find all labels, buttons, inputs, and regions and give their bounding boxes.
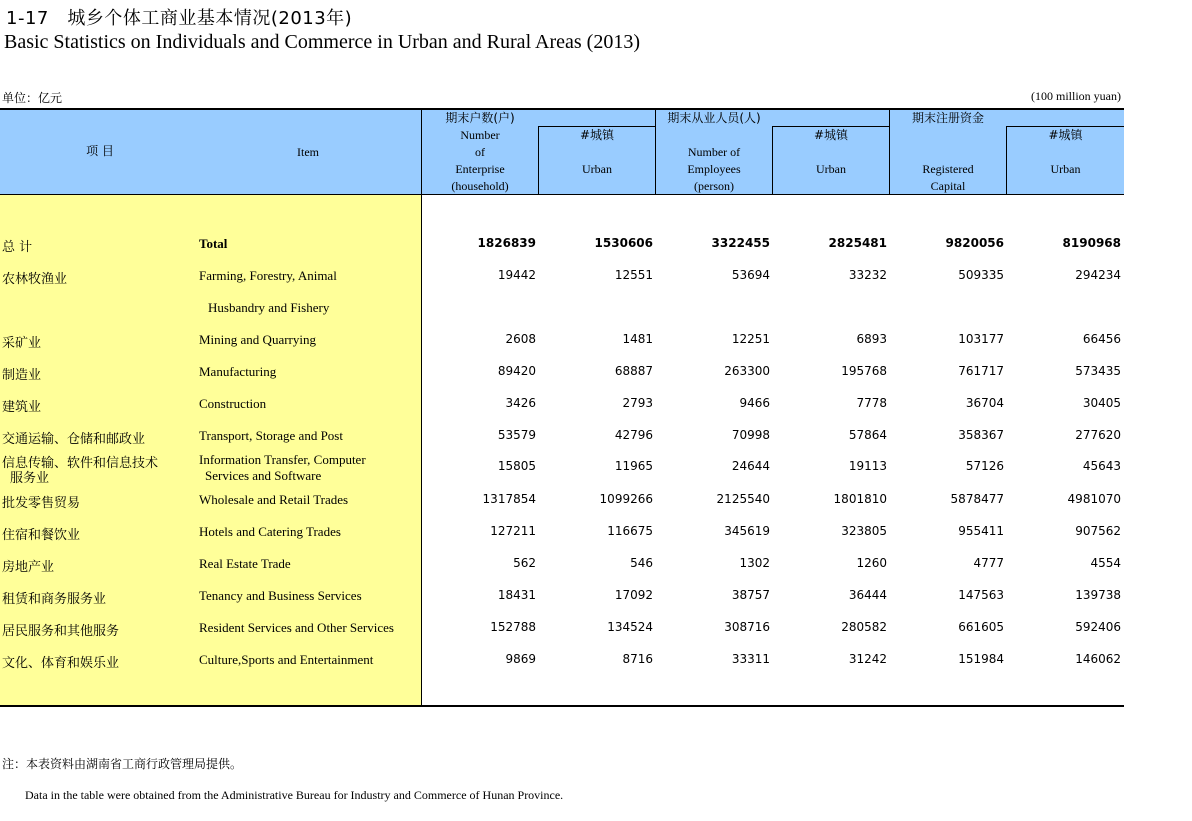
row-label-en: Farming, Forestry, Animal [199, 268, 337, 283]
cell-value: 12551 [614, 268, 653, 282]
header-item-en: Item [297, 145, 319, 159]
row-label-en: Total [199, 236, 228, 251]
row-label-en: Real Estate Trade [199, 556, 291, 571]
cell-value: 323805 [841, 524, 887, 538]
cell-value: 19113 [848, 459, 887, 473]
cell-value: 53579 [497, 428, 536, 442]
row-label-en: Wholesale and Retail Trades [199, 492, 349, 507]
cell-value: 263300 [724, 364, 770, 378]
row-label-cn: 信息传输、软件和信息技术 [2, 456, 159, 471]
cell-value: 562 [513, 556, 536, 570]
header-item-cn: 项 目 [86, 144, 114, 158]
cell-value: 30405 [1082, 396, 1121, 410]
cell-value: 1801810 [833, 492, 887, 506]
row-label-en: Construction [199, 396, 267, 411]
cell-value: 68887 [614, 364, 653, 378]
header-col1-en: Number of Enterprise (household) [451, 128, 509, 193]
cell-value: 116675 [607, 524, 653, 538]
cell-value: 36704 [965, 396, 1004, 410]
cell-value: 38757 [731, 588, 770, 602]
item-divider [421, 110, 422, 706]
cell-value: 24644 [731, 459, 770, 473]
unit-label-en: (100 million yuan) [1031, 89, 1121, 103]
cell-value: 1317854 [482, 492, 536, 506]
row-label-cn: 建筑业 [2, 400, 42, 415]
row-label-en-cont: Services and Software [205, 468, 322, 483]
cell-value: 294234 [1075, 268, 1121, 282]
cell-value: 6893 [856, 332, 887, 346]
header-col6-en: Urban [1050, 162, 1081, 176]
cell-value: 661605 [958, 620, 1004, 634]
header-col4-en: Urban [816, 162, 846, 176]
cell-value: 761717 [958, 364, 1004, 378]
row-label-cn: 住宿和餐饮业 [2, 528, 81, 543]
row-label-en: Resident Services and Other Services [199, 620, 394, 635]
header-group2-cn: 期末从业人员(人) [667, 111, 761, 125]
cell-value: 308716 [724, 620, 770, 634]
note-en: Data in the table were obtained from the Administrative Bureau for Industry and Commerce of Hunan Province. [25, 788, 564, 802]
cell-value: 8716 [622, 652, 653, 666]
cell-value: 358367 [958, 428, 1004, 442]
row-label-cn: 制造业 [2, 368, 42, 383]
header-col2-en: Urban [582, 162, 612, 176]
cell-value: 573435 [1075, 364, 1121, 378]
cell-value: 12251 [731, 332, 770, 346]
cell-value: 5878477 [950, 492, 1004, 506]
row-label-cn: 居民服务和其他服务 [2, 624, 120, 639]
cell-value: 277620 [1075, 428, 1121, 442]
cell-value: 1260 [856, 556, 887, 570]
cell-value: 31242 [848, 652, 887, 666]
cell-value: 955411 [958, 524, 1004, 538]
cell-value: 45643 [1082, 459, 1121, 473]
cell-value: 134524 [607, 620, 653, 634]
row-label-cn: 交通运输、仓储和邮政业 [2, 432, 146, 447]
cell-value: 4777 [973, 556, 1004, 570]
row-label-en: Mining and Quarrying [199, 332, 316, 347]
unit-label-cn: 单位：亿元 [2, 91, 63, 105]
note-cn: 注：本表资料由湖南省工商行政管理局提供。 [2, 757, 243, 771]
cell-value: 4981070 [1067, 492, 1121, 506]
cell-value: 1302 [739, 556, 770, 570]
row-label-cn: 总 计 [2, 240, 33, 255]
cell-value: 2125540 [716, 492, 770, 506]
cell-value: 195768 [841, 364, 887, 378]
cell-value: 57126 [965, 459, 1004, 473]
row-label-cn: 文化、体育和娱乐业 [2, 656, 120, 671]
cell-value: 18431 [497, 588, 536, 602]
cell-value: 3322455 [711, 236, 770, 250]
cell-value: 9466 [739, 396, 770, 410]
cell-value: 2825481 [828, 236, 887, 250]
cell-value: 57864 [848, 428, 887, 442]
row-label-en: Husbandry and Fishery [208, 300, 330, 315]
row-label-cn: 租赁和商务服务业 [2, 592, 107, 607]
cell-value: 2608 [505, 332, 536, 346]
row-label-en: Transport, Storage and Post [199, 428, 343, 443]
bottom-rule [0, 705, 1124, 707]
header-col4-cn: #城镇 [813, 128, 849, 142]
row-label-cn: 房地产业 [2, 560, 55, 575]
cell-value: 151984 [958, 652, 1004, 666]
header-col2-cn: #城镇 [579, 128, 615, 142]
cell-value: 19442 [497, 268, 536, 282]
cell-value: 127211 [490, 524, 536, 538]
cell-value: 3426 [505, 396, 536, 410]
cell-value: 280582 [841, 620, 887, 634]
cell-value: 103177 [958, 332, 1004, 346]
table-title-en: Basic Statistics on Individuals and Commerce in Urban and Rural Areas (2013) [4, 31, 640, 53]
cell-value: 1530606 [594, 236, 653, 250]
header-col5-en: Registered Capital [922, 162, 974, 193]
cell-value: 2793 [622, 396, 653, 410]
cell-value: 146062 [1075, 652, 1121, 666]
cell-value: 592406 [1075, 620, 1121, 634]
cell-value: 11965 [614, 459, 653, 473]
table-title-cn: 1-17 城乡个体工商业基本情况(2013年) [6, 8, 353, 29]
row-label-cn-cont: 服务业 [10, 471, 50, 486]
cell-value: 4554 [1090, 556, 1121, 570]
row-label-cn: 批发零售贸易 [2, 496, 81, 511]
cell-value: 8190968 [1062, 236, 1121, 250]
cell-value: 36444 [848, 588, 887, 602]
cell-value: 33232 [848, 268, 887, 282]
header-col6-cn: #城镇 [1048, 128, 1083, 142]
header-col3-en: Number of Employees (person) [687, 145, 741, 193]
cell-value: 33311 [731, 652, 770, 666]
cell-value: 53694 [731, 268, 770, 282]
row-label-en: Manufacturing [199, 364, 277, 379]
cell-value: 907562 [1075, 524, 1121, 538]
cell-value: 9869 [505, 652, 536, 666]
cell-value: 70998 [731, 428, 770, 442]
cell-value: 17092 [614, 588, 653, 602]
cell-value: 89420 [497, 364, 536, 378]
row-label-en: Hotels and Catering Trades [199, 524, 341, 539]
cell-value: 66456 [1082, 332, 1121, 346]
row-label-en: Culture,Sports and Entertainment [199, 652, 374, 667]
cell-value: 147563 [958, 588, 1004, 602]
cell-value: 15805 [497, 459, 536, 473]
row-label-cn: 农林牧渔业 [2, 272, 68, 287]
cell-value: 509335 [958, 268, 1004, 282]
header-group1-cn: 期末户数(户) [445, 111, 515, 125]
cell-value: 139738 [1075, 588, 1121, 602]
header-group3-cn: 期末注册资金 [911, 111, 984, 125]
cell-value: 1481 [622, 332, 653, 346]
cell-value: 546 [630, 556, 653, 570]
cell-value: 9820056 [945, 236, 1004, 250]
cell-value: 1099266 [599, 492, 653, 506]
row-label-en: Information Transfer, Computer [199, 452, 366, 467]
cell-value: 345619 [724, 524, 770, 538]
cell-value: 42796 [614, 428, 653, 442]
cell-value: 1826839 [477, 236, 536, 250]
row-label-en: Tenancy and Business Services [199, 588, 362, 603]
cell-value: 152788 [490, 620, 536, 634]
row-label-cn: 采矿业 [2, 336, 42, 351]
cell-value: 7778 [856, 396, 887, 410]
